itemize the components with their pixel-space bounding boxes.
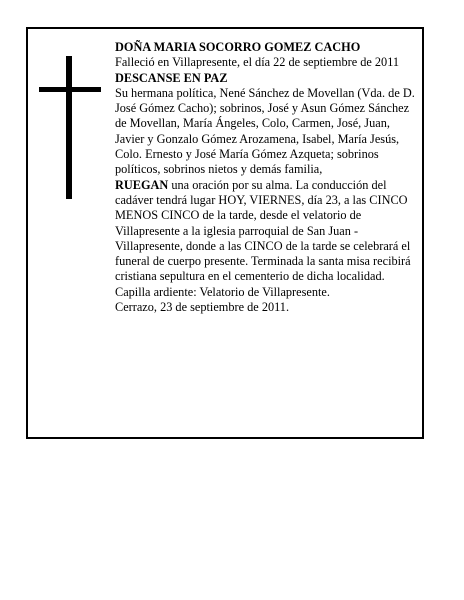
cross-horizontal-bar: [39, 87, 101, 92]
cross-icon: [39, 56, 101, 199]
cross-vertical-bar: [66, 56, 72, 199]
funeral-details: [115, 178, 418, 300]
family-list: Su hermana política, Nené Sánchez de Movellan (Vda. de D. José Gómez Cacho); sobrinos, José y Asun Gómez Sánchez de Movellan, María Ángeles, Colo, Carmen, José, Juan, Javier y Gonzalo Gómez Arozamena, Isabel, María Jesús, Colo. Ernesto y José María Gómez Azqueta; sobrinos políticos, sobrinos nietos y demás familia,: [115, 85, 415, 177]
death-announcement: Falleció en Villapresente, el día 22 de septiembre de 2011: [115, 55, 400, 70]
place-and-date: Cerrazo, 23 de septiembre de 2011.: [115, 300, 290, 315]
ruegan-label: RUEGAN: [115, 177, 169, 192]
rest-in-peace: DESCANSE EN PAZ: [115, 70, 228, 85]
deceased-name: DOÑA MARIA SOCORRO GOMEZ CACHO: [115, 40, 361, 54]
funeral-text: una oración por su alma. La conducción del cadáver tendrá lugar HOY, VIERNES, día 23, a las CINCO MENOS CINCO de la tarde, desde el velatorio de Villapresente a la iglesia parroquial de San Juan - Villapresente, donde a las CINCO de la tarde se celebrará el funeral de cuerpo presente. Terminada la santa misa recibirá cristiana sepultura en el cementerio de dicha localidad. Capilla ardiente: Velatorio de Villapresente.: [115, 177, 411, 299]
obituary-notice: [26, 27, 424, 439]
notice-text: [115, 40, 418, 315]
